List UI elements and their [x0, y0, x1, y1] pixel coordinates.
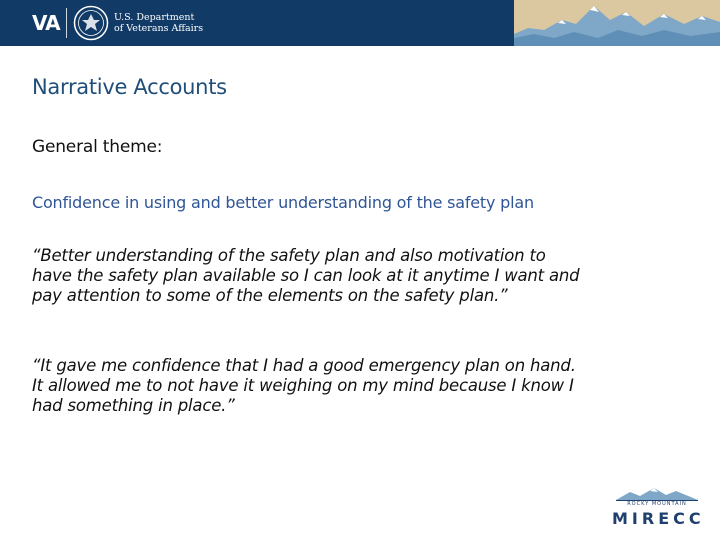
mirecc-logo: [612, 486, 705, 528]
subheading: General theme:: [32, 137, 163, 157]
va-logo[interactable]: VA: [32, 11, 60, 35]
department-name: [114, 12, 203, 34]
quote-2: [32, 356, 700, 416]
logo-divider: [66, 8, 67, 38]
quote-1: [32, 246, 700, 306]
mountains-icon: [514, 0, 720, 46]
theme-statement: Confidence in using and better understanding of the safety plan: [32, 193, 534, 212]
quote-line: had something in place.”: [32, 396, 235, 415]
department-line-1: U.S. Department: [114, 12, 195, 23]
quote-line: “Better understanding of the safety plan and also motivation to: [32, 246, 546, 265]
quote-line: “It gave me confidence that I had a good emergency plan on hand.: [32, 356, 576, 375]
quote-line: have the safety plan available so I can look at it anytime I want and: [32, 266, 580, 285]
mirecc-name: MIRECC: [612, 509, 705, 528]
quote-line: pay attention to some of the elements on the safety plan.”: [32, 286, 508, 305]
slide-title: Narrative Accounts: [32, 75, 227, 99]
department-line-2: of Veterans Affairs: [114, 23, 204, 34]
mirecc-top-text: ROCKY MOUNTAIN: [627, 501, 687, 507]
header-bar: [0, 0, 720, 46]
va-seal-icon: [73, 5, 109, 41]
mirecc-mountain-logo-icon: [612, 486, 702, 502]
quote-line: It allowed me to not have it weighing on my mind because I know I: [32, 376, 574, 395]
